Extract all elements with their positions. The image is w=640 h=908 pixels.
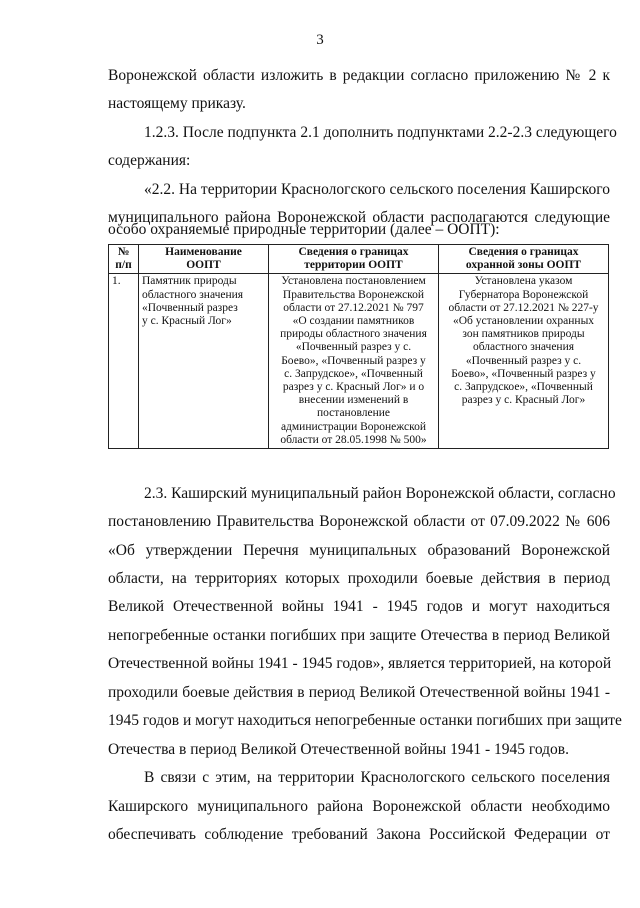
paragraph-3-line-3: особо охраняемые природные территории (далее – ООПТ): (108, 221, 500, 238)
table-header-row (109, 245, 609, 274)
paragraph-4-line-8: проходили боевые действия в период Великой Отечественной войны 1941 - (108, 684, 610, 701)
paragraph-4-line-9: 1945 годов и могут находиться непогребенные останки погибших при защите (108, 712, 622, 729)
paragraph-1-line-2: настоящему приказу. (108, 95, 246, 112)
paragraph-3-line-1: «2.2. На территории Краснологского сельского поселения Каширского (144, 181, 610, 198)
row-zone: Установлена указом Губернатора Воронежской области от 27.12.2021 № 227-у «Об установлении охранных зон памятников природы областного значения «Почвенный разрез у с. Боево», «Почвенный разрез у с. Запрудское», «Почвенный разрез у с. Красный Лог» (439, 274, 609, 449)
row-number: 1. (109, 274, 139, 449)
paragraph-1-line-1: Воронежской области изложить в редакции согласно приложению № 2 к (108, 67, 610, 84)
paragraph-4-line-10: Отечества в период Великой Отечественной войны 1941 - 1945 годов. (108, 741, 569, 758)
paragraph-2-line-2: содержания: (108, 152, 191, 169)
header-zone: Сведения о границах охранной зоны ООПТ (439, 245, 609, 274)
page-number: 3 (316, 32, 324, 48)
paragraph-4-line-7: Отечественной войны 1941 - 1945 годов», является территорией, на которой (108, 655, 612, 672)
paragraph-4-line-2: постановлению Правительства Воронежской области от 07.09.2022 № 606 (108, 513, 610, 530)
paragraph-4-line-1: 2.3. Каширский муниципальный район Воронежской области, согласно (144, 485, 616, 502)
paragraph-4-line-4: области, на территориях которых проходили боевые действия в период (108, 570, 610, 587)
paragraph-5-line-1: В связи с этим, на территории Краснологского сельского поселения (144, 769, 610, 786)
paragraph-3-line-2: муниципального района Воронежской области располагаются следующие (108, 209, 610, 226)
paragraph-4-line-5: Великой Отечественной войны 1941 - 1945 годов и могут находиться (108, 598, 610, 615)
header-territory: Сведения о границах территории ООПТ (269, 245, 439, 274)
paragraph-5-line-3: обеспечивать соблюдение требований Закона Российской Федерации от (108, 826, 610, 843)
row-territory: Установлена постановлением Правительства Воронежской области от 27.12.2021 № 797 «О создании памятников природы областного значения «Почвенный разрез у с. Боево», «Почвенный разрез у с. Запрудское», «Почвенный разрез у с. Красный Лог» и о внесении изменений в постановление администрации Воронежской области от 28.05.1998 № 500» (269, 274, 439, 449)
paragraph-5-line-2: Каширского муниципального района Воронежской области необходимо (108, 798, 610, 815)
paragraph-4-line-6: непогребенные останки погибших при защите Отечества в период Великой (108, 627, 610, 644)
header-name: Наименование ООПТ (139, 245, 269, 274)
row-name: Памятник природы областного значения «Почвенный разрез у с. Красный Лог» (139, 274, 269, 449)
paragraph-4-line-3: «Об утверждении Перечня муниципальных образований Воронежской (108, 542, 610, 559)
oopt-table (108, 244, 609, 449)
header-number: № п/п (109, 245, 139, 274)
paragraph-2-line-1: 1.2.3. После подпункта 2.1 дополнить подпунктами 2.2-2.3 следующего (144, 124, 617, 141)
table-row (109, 274, 609, 449)
